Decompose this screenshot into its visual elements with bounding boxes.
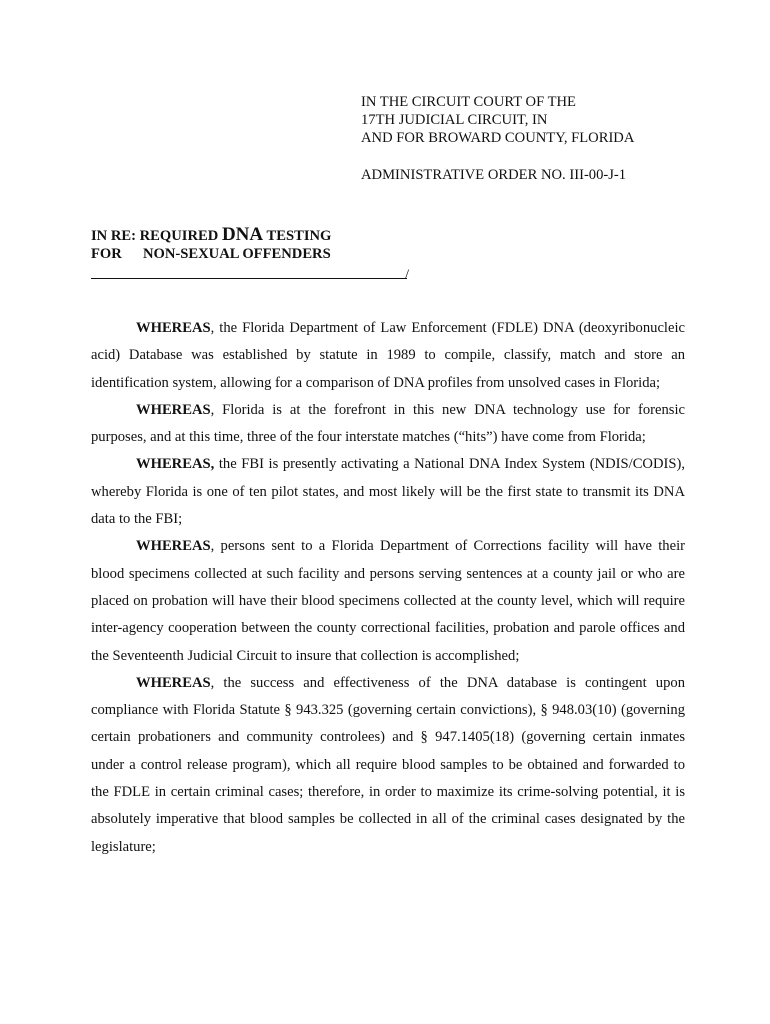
case-caption	[91, 226, 331, 263]
caption-suffix: TESTING	[263, 228, 332, 244]
order-body	[91, 315, 685, 861]
caption-dna: DNA	[221, 224, 264, 245]
whereas-paragraph	[91, 670, 685, 861]
whereas-lead: WHEREAS	[136, 538, 211, 555]
whereas-text: , the Florida Department of Law Enforcement (FDLE) DNA (deoxyribonucleic acid) Database was established by statute in 1989 to compile, classify, match and store an identification system, allowing for a comparison of DNA profiles from unsolved cases in Florida;	[91, 320, 685, 391]
caption-line-2	[91, 245, 331, 263]
administrative-order-number: ADMINISTRATIVE ORDER NO. III-00-J-1	[361, 167, 627, 183]
whereas-lead: WHEREAS	[136, 401, 211, 418]
caption-line-1	[91, 226, 331, 245]
whereas-paragraph	[91, 451, 685, 533]
caption-underline	[91, 278, 407, 279]
whereas-text: , the success and effectiveness of the DNA database is contingent upon compliance with Florida Statute § 943.325 (governing certain convictions), § 948.03(10) (governing certain probationers and community controlees) and § 947.1405(18) (governing certain inmates under a control release program), which all require blood samples to be obtained and forwarded to the FDLE in certain criminal cases; therefore, in order to maximize its crime-solving potential, it is absolutely imperative that blood samples be collected in all of the criminal cases designated by the legislature;	[91, 674, 685, 855]
whereas-paragraph	[91, 533, 685, 669]
whereas-lead: WHEREAS	[136, 320, 211, 336]
court-heading	[361, 93, 634, 147]
whereas-text: , persons sent to a Florida Department of Corrections facility will have their blood specimens collected at such facility and persons serving sentences at a county jail or who are placed on probation will have their blood specimens collected at the county level, which will require inter-agency cooperation between the county correctional facilities, probation and parole offices and the Seventeenth Judicial Circuit to insure that collection is accomplished;	[91, 538, 685, 664]
whereas-text: , Florida is at the forefront in this new DNA technology use for forensic purposes, and at this time, three of the four interstate matches (“hits”) have come from Florida;	[91, 401, 685, 446]
caption-subject: NON-SEXUAL OFFENDERS	[143, 246, 331, 262]
court-heading-line: IN THE CIRCUIT COURT OF THE	[361, 94, 576, 110]
caption-for-label: FOR	[91, 246, 122, 262]
whereas-lead: WHEREAS,	[136, 456, 215, 473]
caption-prefix: IN RE: REQUIRED	[91, 228, 222, 244]
whereas-paragraph	[91, 397, 685, 452]
whereas-lead: WHEREAS	[136, 674, 211, 691]
court-heading-line: AND FOR BROWARD COUNTY, FLORIDA	[361, 130, 635, 146]
whereas-paragraph	[91, 315, 685, 397]
caption-slash: /	[405, 267, 410, 283]
whereas-text: the FBI is presently activating a National DNA Index System (NDIS/CODIS), whereby Florida is one of ten pilot states, and most likely will be the first state to transmit its DNA data to the FBI;	[91, 456, 685, 528]
court-heading-line: 17TH JUDICIAL CIRCUIT, IN	[361, 112, 548, 128]
